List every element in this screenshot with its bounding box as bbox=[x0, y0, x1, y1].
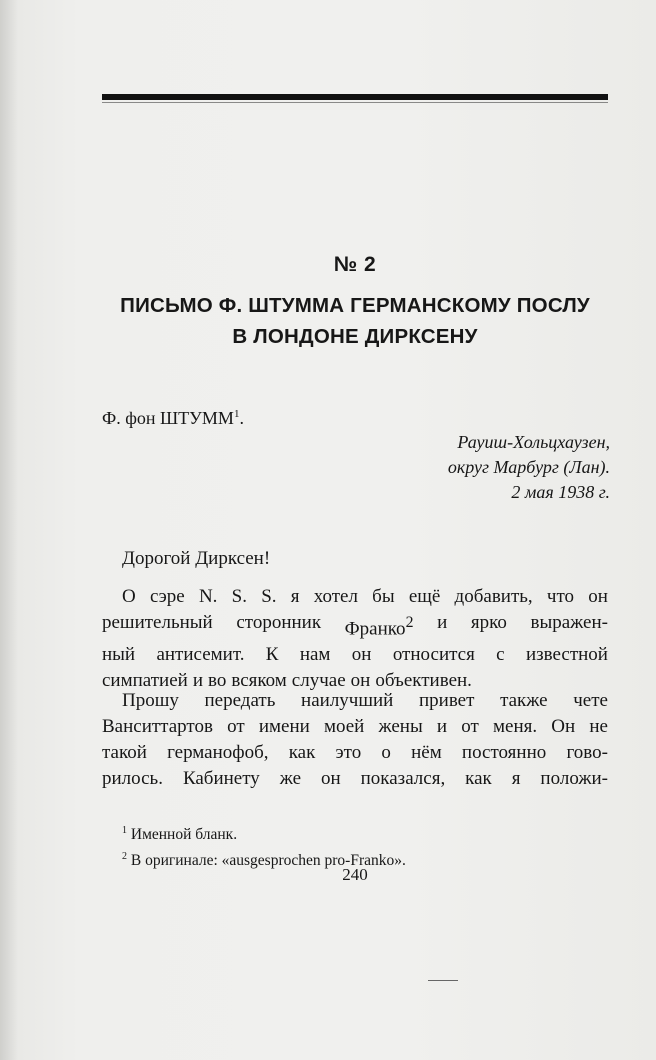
date-line: 2 мая 1938 г. bbox=[511, 482, 610, 502]
word: относится bbox=[392, 644, 475, 666]
text-line bbox=[102, 688, 608, 714]
place-and-date bbox=[448, 430, 610, 505]
title-line: ПИСЬМО Ф. ШТУММА ГЕРМАНСКОМУ ПОСЛУ bbox=[120, 294, 590, 317]
word: добавить, bbox=[454, 586, 533, 607]
sender: Ф. фон ШТУММ$^1$. bbox=[102, 408, 244, 428]
word: всяком bbox=[231, 670, 287, 692]
word: с bbox=[496, 644, 505, 666]
text-line bbox=[102, 766, 608, 792]
word: положи- bbox=[540, 768, 608, 789]
footnote-text: В оригинале: «ausgesprochen pro-Franko». bbox=[130, 852, 406, 870]
word: К bbox=[265, 644, 279, 666]
word: выражен- bbox=[530, 612, 608, 633]
paragraph-2 bbox=[102, 688, 608, 792]
word: S. bbox=[261, 586, 277, 607]
word: известной bbox=[525, 644, 608, 666]
sender-name: Ф. фон ШТУММ bbox=[102, 408, 234, 428]
word: передать bbox=[204, 690, 276, 711]
word: же bbox=[279, 768, 302, 789]
word: во bbox=[207, 670, 227, 692]
word: как bbox=[288, 742, 316, 763]
word: нам bbox=[299, 644, 331, 666]
word: я bbox=[290, 586, 300, 607]
document-number: № 2 bbox=[333, 253, 377, 276]
word: рилось. bbox=[102, 768, 163, 789]
word: от bbox=[461, 716, 479, 737]
word: и bbox=[192, 670, 203, 692]
footnote-mark: 2 bbox=[122, 851, 127, 863]
word: жены bbox=[378, 716, 423, 737]
word: Кабинету bbox=[182, 768, 260, 789]
word: я bbox=[511, 768, 521, 789]
word: Ванситтартов bbox=[102, 716, 213, 737]
word: моей bbox=[323, 716, 365, 737]
word: Франко$^2$ bbox=[344, 614, 414, 640]
top-rule bbox=[102, 94, 608, 100]
binding-shadow bbox=[0, 0, 18, 1060]
word: симпатией bbox=[102, 670, 188, 692]
word: S. bbox=[231, 586, 247, 607]
word: и bbox=[436, 716, 448, 737]
text-line bbox=[102, 740, 608, 766]
place-line: округ Марбург (Лан). bbox=[447, 457, 610, 477]
footnote-text: Именной бланк. bbox=[130, 826, 238, 844]
word: бы bbox=[372, 586, 395, 607]
bottom-mark bbox=[428, 980, 458, 981]
footnote-1 bbox=[122, 820, 406, 846]
word: Он bbox=[551, 716, 576, 737]
page-number: 240 bbox=[342, 865, 368, 884]
footnote-mark: 1 bbox=[122, 825, 127, 836]
title-line: В ЛОНДОНЕ ДИРКСЕНУ bbox=[232, 325, 478, 348]
word: случае bbox=[291, 670, 346, 692]
word: наилучший bbox=[301, 690, 394, 711]
word: такой bbox=[102, 742, 147, 763]
word: решительный bbox=[102, 612, 213, 633]
text-line bbox=[102, 642, 608, 668]
document-title bbox=[92, 290, 618, 352]
salutation: Дорогой Дирксен! bbox=[122, 548, 271, 569]
text-line bbox=[102, 610, 608, 642]
word: это bbox=[335, 742, 362, 763]
word: сторонник bbox=[236, 612, 322, 633]
word: не bbox=[589, 716, 608, 737]
word: он bbox=[350, 670, 371, 692]
word: гово- bbox=[566, 742, 608, 763]
word: хотел bbox=[313, 586, 358, 607]
word: привет bbox=[418, 690, 475, 711]
word: он bbox=[321, 768, 341, 789]
text-line bbox=[102, 584, 608, 610]
word: имени bbox=[258, 716, 310, 737]
word: Прошу bbox=[122, 690, 179, 711]
word: он bbox=[588, 586, 608, 607]
word: сэре bbox=[149, 586, 185, 607]
footnote-ref: 2 bbox=[405, 614, 414, 631]
text-line bbox=[102, 714, 608, 740]
word: О bbox=[122, 586, 136, 607]
word: чете bbox=[573, 690, 608, 711]
word: антисемит. bbox=[156, 644, 245, 666]
top-rule-thin bbox=[102, 102, 608, 103]
word: также bbox=[500, 690, 548, 711]
word: объективен. bbox=[375, 670, 472, 692]
word: ный bbox=[102, 644, 136, 666]
word: меня. bbox=[493, 716, 538, 737]
word: ярко bbox=[470, 612, 507, 633]
word: от bbox=[227, 716, 245, 737]
word: о bbox=[381, 742, 391, 763]
word: нём bbox=[411, 742, 442, 763]
footnote-ref: 1 bbox=[233, 408, 240, 420]
word: постоянно bbox=[461, 742, 547, 763]
word: и bbox=[437, 612, 448, 633]
word: показался, bbox=[360, 768, 446, 789]
word: что bbox=[546, 586, 574, 607]
word: N. bbox=[198, 586, 218, 607]
word: германофоб, bbox=[167, 742, 269, 763]
word: как bbox=[465, 768, 492, 789]
word: ещё bbox=[408, 586, 441, 607]
paragraph-1 bbox=[102, 584, 608, 694]
word: он bbox=[351, 644, 372, 666]
place-line: Рауиш-Хольцхаузен, bbox=[457, 432, 610, 452]
